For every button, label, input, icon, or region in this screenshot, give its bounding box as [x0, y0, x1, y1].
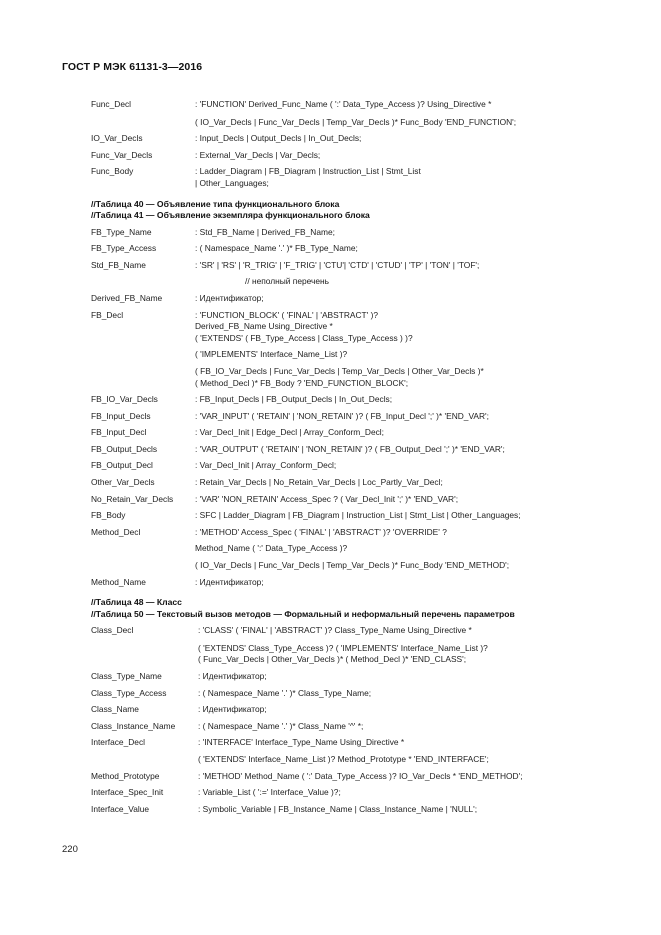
rule-definition-line: : 'CLASS' ( 'FINAL' | 'ABSTRACT' )? Class_Type_Name Using_Directive * — [198, 625, 472, 636]
rule-func-var-decls — [91, 150, 611, 162]
rule-name: Func_Var_Decls — [91, 149, 153, 160]
rule-definition-line: : Идентификатор; — [195, 292, 264, 303]
rule-func-decl — [91, 99, 611, 128]
rule-definition-line: ( 'EXTENDS' ( FB_Type_Access | Class_Type_Access ) )? — [195, 332, 413, 343]
rule-definition-line: : 'FUNCTION_BLOCK' ( 'FINAL' | 'ABSTRACT' )? — [195, 309, 379, 320]
rule-other-var-decls — [91, 477, 611, 489]
grammar-content — [91, 99, 611, 815]
rule-definition-line: ( FB_IO_Var_Decls | Func_Var_Decls | Temp_Var_Decls | Other_Var_Decls )* — [195, 365, 484, 376]
rule-definition-line: : Идентификатор; — [198, 704, 267, 715]
rule-derived-fb-name — [91, 293, 611, 305]
rule-definition-line: : ( Namespace_Name '.' )* Class_Type_Name; — [198, 687, 372, 698]
rule-fb-output-decl — [91, 460, 611, 472]
rule-name: Class_Name — [91, 704, 139, 715]
rule-name: Method_Name — [91, 576, 146, 587]
rule-definition-line: : External_Var_Decls | Var_Decls; — [195, 149, 321, 160]
rule-name: Class_Type_Name — [91, 671, 162, 681]
rule-definition-line: Derived_FB_Name Using_Directive * — [195, 321, 333, 332]
rule-name: Class_Instance_Name — [91, 720, 176, 731]
rule-fb-output-decls — [91, 444, 611, 456]
section-title: //Таблица 40 — Объявление типа функционального блока — [91, 198, 340, 209]
rule-fb-body — [91, 510, 611, 522]
rule-definition-line: : Ladder_Diagram | FB_Diagram | Instruction_List | Stmt_List — [195, 166, 421, 177]
rule-definition-line: : SFC | Ladder_Diagram | FB_Diagram | Instruction_List | Stmt_List | Other_Languages; — [195, 510, 521, 521]
rule-name: FB_Input_Decls — [91, 410, 151, 421]
rule-definition-line: : 'VAR_INPUT' ( 'RETAIN' | 'NON_RETAIN' )? ( FB_Input_Decl ';' )* 'END_VAR'; — [195, 410, 489, 421]
section-table-48-50 — [91, 597, 611, 620]
rule-name: IO_Var_Decls — [91, 133, 143, 144]
rule-name: FB_Output_Decl — [91, 460, 153, 471]
rule-name: Interface_Decl — [91, 737, 145, 748]
rule-name: Interface_Value — [91, 803, 150, 814]
rule-definition-line: ( Func_Var_Decls | Other_Var_Decls )* ( Method_Decl )* 'END_CLASS'; — [198, 654, 467, 665]
rule-comment: // неполный перечень — [245, 276, 330, 287]
rule-name: FB_Type_Access — [91, 243, 157, 254]
rule-definition-line: | Other_Languages; — [195, 177, 269, 188]
rule-class-type-name — [91, 671, 611, 683]
rule-name: FB_Output_Decls — [91, 443, 158, 454]
rule-definition-line: : 'INTERFACE' Interface_Type_Name Using_Directive * — [198, 737, 405, 748]
rule-definition-line: ( IO_Var_Decls | Func_Var_Decls | Temp_Var_Decls )* Func_Body 'END_FUNCTION'; — [195, 116, 517, 127]
rule-name: Other_Var_Decls — [91, 477, 155, 488]
rule-class-name — [91, 704, 611, 716]
rule-name: FB_Input_Decl — [91, 427, 147, 438]
rule-definition-line: : 'METHOD' Access_Spec ( 'FINAL' | 'ABSTRACT' )? 'OVERRIDE' ? — [195, 526, 447, 537]
rule-method-prototype — [91, 771, 611, 783]
rule-definition-line: Method_Name ( ':' Data_Type_Access )? — [195, 543, 348, 554]
rule-name: Func_Body — [91, 166, 134, 177]
rule-definition-line: : Input_Decls | Output_Decls | In_Out_Decls; — [195, 133, 362, 144]
rule-definition-line: : 'FUNCTION' Derived_Func_Name ( ':' Data_Type_Access )? Using_Directive * — [195, 99, 492, 109]
rule-definition-line: ( Method_Decl )* FB_Body ? 'END_FUNCTION_BLOCK'; — [195, 377, 409, 388]
rule-definition-line: ( 'EXTENDS' Interface_Name_List )? Method_Prototype * 'END_INTERFACE'; — [198, 753, 489, 764]
rule-definition-line: ( IO_Var_Decls | Func_Var_Decls | Temp_Var_Decls )* Func_Body 'END_METHOD'; — [195, 560, 510, 571]
rule-name: Class_Decl — [91, 625, 134, 636]
rule-definition-line: : Retain_Var_Decls | No_Retain_Var_Decls | Loc_Partly_Var_Decl; — [195, 477, 443, 488]
rule-name: FB_Body — [91, 510, 126, 521]
rule-fb-input-decl — [91, 427, 611, 439]
rule-name: FB_Type_Name — [91, 226, 152, 237]
rule-io-var-decls — [91, 133, 611, 145]
rule-fb-decl — [91, 310, 611, 390]
rule-fb-type-name — [91, 227, 611, 239]
rule-definition-line: : Var_Decl_Init | Edge_Decl | Array_Conform_Decl; — [195, 427, 384, 438]
rule-name: No_Retain_Var_Decls — [91, 493, 174, 504]
rule-std-fb-name — [91, 260, 611, 288]
rule-method-decl — [91, 527, 611, 572]
rule-name: Std_FB_Name — [91, 259, 146, 270]
rule-definition-line: : 'VAR_OUTPUT' ( 'RETAIN' | 'NON_RETAIN' )? ( FB_Output_Decl ';' )* 'END_VAR'; — [195, 443, 505, 454]
rule-definition-line: : Идентификатор; — [198, 671, 267, 681]
section-title: //Таблица 41 — Объявление экземпляра функционального блока — [91, 210, 370, 221]
rule-name: Class_Type_Access — [91, 687, 167, 698]
rule-fb-io-var-decls — [91, 394, 611, 406]
rule-name: FB_IO_Var_Decls — [91, 394, 158, 405]
rule-class-decl — [91, 625, 611, 666]
rule-name: Interface_Spec_Init — [91, 787, 164, 798]
rule-definition-line: : ( Namespace_Name '.' )* FB_Type_Name; — [195, 243, 358, 254]
section-title: //Таблица 50 — Текстовый вызов методов — Формальный и неформальный перечень параметров — [91, 608, 515, 619]
rule-definition-line: : Variable_List ( ':=' Interface_Value )?; — [198, 787, 341, 798]
rule-definition-line: : 'VAR' 'NON_RETAIN' Access_Spec ? ( Var_Decl_Init ';' )* 'END_VAR'; — [195, 493, 459, 504]
rule-name: Derived_FB_Name — [91, 292, 163, 303]
rule-func-body — [91, 166, 611, 189]
page-number: 220 — [62, 844, 78, 855]
rule-definition-line: : Std_FB_Name | Derived_FB_Name; — [195, 226, 335, 237]
rule-definition-line: ( 'IMPLEMENTS' Interface_Name_List )? — [195, 349, 348, 360]
rule-name: FB_Decl — [91, 309, 124, 320]
rule-definition-line: : Var_Decl_Init | Array_Conform_Decl; — [195, 460, 337, 471]
rule-definition-line: : ( Namespace_Name '.' )* Class_Name '^' *; — [198, 720, 364, 731]
rule-name: Func_Decl — [91, 99, 132, 109]
rule-class-type-access — [91, 688, 611, 700]
rule-definition-line: : FB_Input_Decls | FB_Output_Decls | In_Out_Decls; — [195, 394, 393, 405]
rule-fb-type-access — [91, 243, 611, 255]
rule-no-retain-var-decls — [91, 494, 611, 506]
rule-method-name — [91, 577, 611, 589]
rule-name: Method_Decl — [91, 526, 141, 537]
rule-definition-line: : Идентификатор; — [195, 576, 264, 587]
rule-class-instance-name — [91, 721, 611, 733]
section-table-40-41 — [91, 199, 611, 222]
rule-interface-spec-init — [91, 787, 611, 799]
rule-definition-line: : 'SR' | 'RS' | 'R_TRIG' | 'F_TRIG' | 'CTU'| 'CTD' | 'CTUD' | 'TP' | 'TON' | 'TOF'; — [195, 259, 480, 270]
rule-definition-line: : 'METHOD' Method_Name ( ':' Data_Type_Access )? IO_Var_Decls * 'END_METHOD'; — [198, 770, 523, 781]
rule-interface-decl — [91, 737, 611, 765]
rule-fb-input-decls — [91, 411, 611, 423]
document-header: ГОСТ Р МЭК 61131-3—2016 — [62, 61, 203, 73]
section-title: //Таблица 48 — Класс — [91, 597, 182, 608]
rule-definition-line: ( 'EXTENDS' Class_Type_Access )? ( 'IMPLEMENTS' Interface_Name_List )? — [198, 642, 488, 653]
rule-name: Method_Prototype — [91, 770, 160, 781]
rule-definition-line: : Symbolic_Variable | FB_Instance_Name | Class_Instance_Name | 'NULL'; — [198, 803, 478, 814]
rule-interface-value — [91, 804, 611, 816]
